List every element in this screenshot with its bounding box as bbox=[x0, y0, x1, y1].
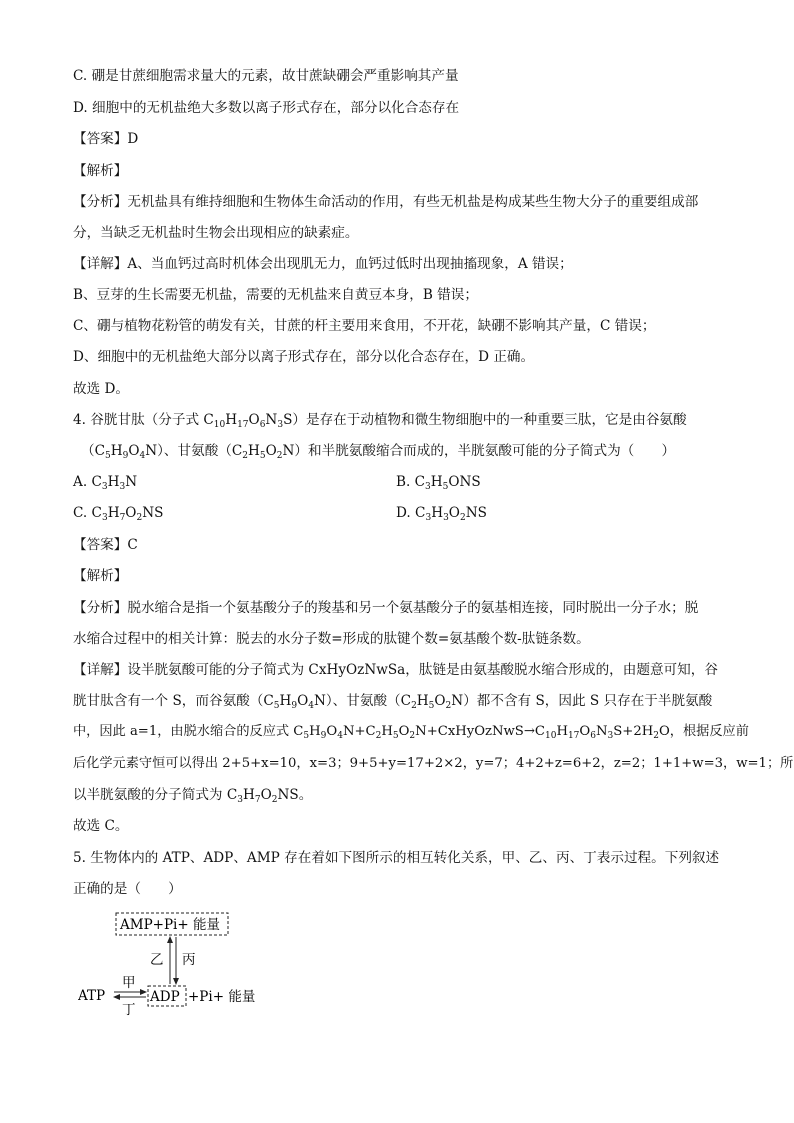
question-4-line-1: 4. 谷胱甘肽（分子式 $C_{10}H_{17}O_6N_3S$）是存在于动植物和微生物细胞中的一种重要三肽，它是由谷氨酸 bbox=[73, 412, 687, 430]
atp-adp-amp-diagram bbox=[78, 908, 278, 1018]
detail-3-line-c: C、硼与植物花粉管的萌发有关，甘蔗的杆主要用来食用，不开花，缺硼不影响其产量，C 错误； bbox=[73, 318, 656, 334]
adp-tail-label: +Pi+ 能量 bbox=[188, 989, 256, 1005]
jiexi-3-heading: 【解析】 bbox=[73, 163, 128, 179]
conclusion-4: 故选 C。 bbox=[73, 818, 129, 834]
detail-4-line-a: 【详解】设半胱氨酸可能的分子简式为 CxHyOzNwSa，肽链是由氨基酸脱水缩合形成的，由题意可知，谷 bbox=[73, 662, 718, 678]
amp-box-label: AMP+Pi+ 能量 bbox=[120, 917, 220, 933]
detail-3-line-a: 【详解】A、当血钙过高时机体会出现肌无力，血钙过低时出现抽搐现象，A 错误； bbox=[73, 256, 573, 272]
label-yi: 乙 bbox=[150, 952, 164, 968]
option-d-line: D. 细胞中的无机盐绝大多数以离子形式存在，部分以化合态存在 bbox=[73, 100, 460, 116]
q4-option-c: C. $C_3H_7O_2NS$ bbox=[73, 505, 164, 523]
label-ding: 丁 bbox=[122, 1002, 136, 1018]
option-c-line: C. 硼是甘蔗细胞需求量大的元素，故甘蔗缺硼会严重影响其产量 bbox=[73, 68, 459, 84]
detail-4-line-d: 后化学元素守恒可以得出 2+5+x=10，x=3；9+5+y=17+2×2，y=7；4+2+z=6+2，z=2；1+1+w=3，w=1；所 bbox=[73, 756, 794, 771]
answer-4: 【答案】C bbox=[73, 537, 138, 553]
label-bing: 丙 bbox=[182, 952, 196, 968]
detail-4-line-b: 胱甘肽含有一个 S，而谷氨酸$(C_5H_9O_4N)$、甘氨酸$(C_2H_5O_2N)$都不含有 S，因此 S 只存在于半胱氨酸 bbox=[73, 693, 713, 711]
jiexi-4-heading: 【解析】 bbox=[73, 568, 128, 584]
detail-3-line-b: B、豆芽的生长需要无机盐，需要的无机盐来自黄豆本身，B 错误； bbox=[73, 287, 478, 303]
detail-4-line-e: 以半胱氨酸的分子简式为 $C_3H_7O_2NS$。 bbox=[73, 787, 313, 805]
label-jia: 甲 bbox=[122, 975, 136, 991]
detail-3-line-d: D、细胞中的无机盐绝大部分以离子形式存在，部分以化合态存在，D 正确。 bbox=[73, 349, 535, 365]
question-5-line-1: 5. 生物体内的 ATP、ADP、AMP 存在着如下图所示的相互转化关系，甲、乙、丙、丁表示过程。下列叙述 bbox=[73, 850, 720, 866]
adp-label: ADP bbox=[150, 989, 180, 1005]
analysis-4-line-2: 水缩合过程中的相关计算：脱去的水分子数=形成的肽键个数=氨基酸个数-肽链条数。 bbox=[73, 631, 590, 647]
atp-label: ATP bbox=[78, 988, 106, 1004]
q4-option-d: D. $C_3H_3O_2NS$ bbox=[396, 505, 487, 523]
q4-option-a: A. $C_3H_3N$ bbox=[73, 474, 138, 492]
detail-4-line-c: 中，因此 a=1，由脱水缩合的反应式 $C_5H_9O_4N+C_2H_5O_2N+CxHyOzNwS\to C_{10}H_{17}O_6N_3S+2H_2O$，根据反应前 bbox=[73, 724, 749, 741]
q4-option-b: B. $C_3H_5ONS$ bbox=[396, 474, 481, 492]
question-4-line-2: $(C_5H_9O_4N)$、甘氨酸$(C_2H_5O_2N)$和半胱氨酸缩合而成的，半胱氨酸可能的分子简式为（ ） bbox=[81, 443, 676, 461]
analysis-4-line-1: 【分析】脱水缩合是指一个氨基酸分子的羧基和另一个氨基酸分子的氨基相连接，同时脱出一分子水；脱 bbox=[73, 600, 699, 616]
question-5-line-2: 正确的是（ ） bbox=[73, 881, 182, 897]
answer-3: 【答案】D bbox=[73, 131, 139, 147]
analysis-3-line-2: 分，当缺乏无机盐时生物会出现相应的缺素症。 bbox=[73, 225, 359, 241]
conclusion-3: 故选 D。 bbox=[73, 381, 130, 397]
analysis-3-line-1: 【分析】无机盐具有维持细胞和生物体生命活动的作用，有些无机盐是构成某些生物大分子的重要组成部 bbox=[73, 194, 699, 210]
